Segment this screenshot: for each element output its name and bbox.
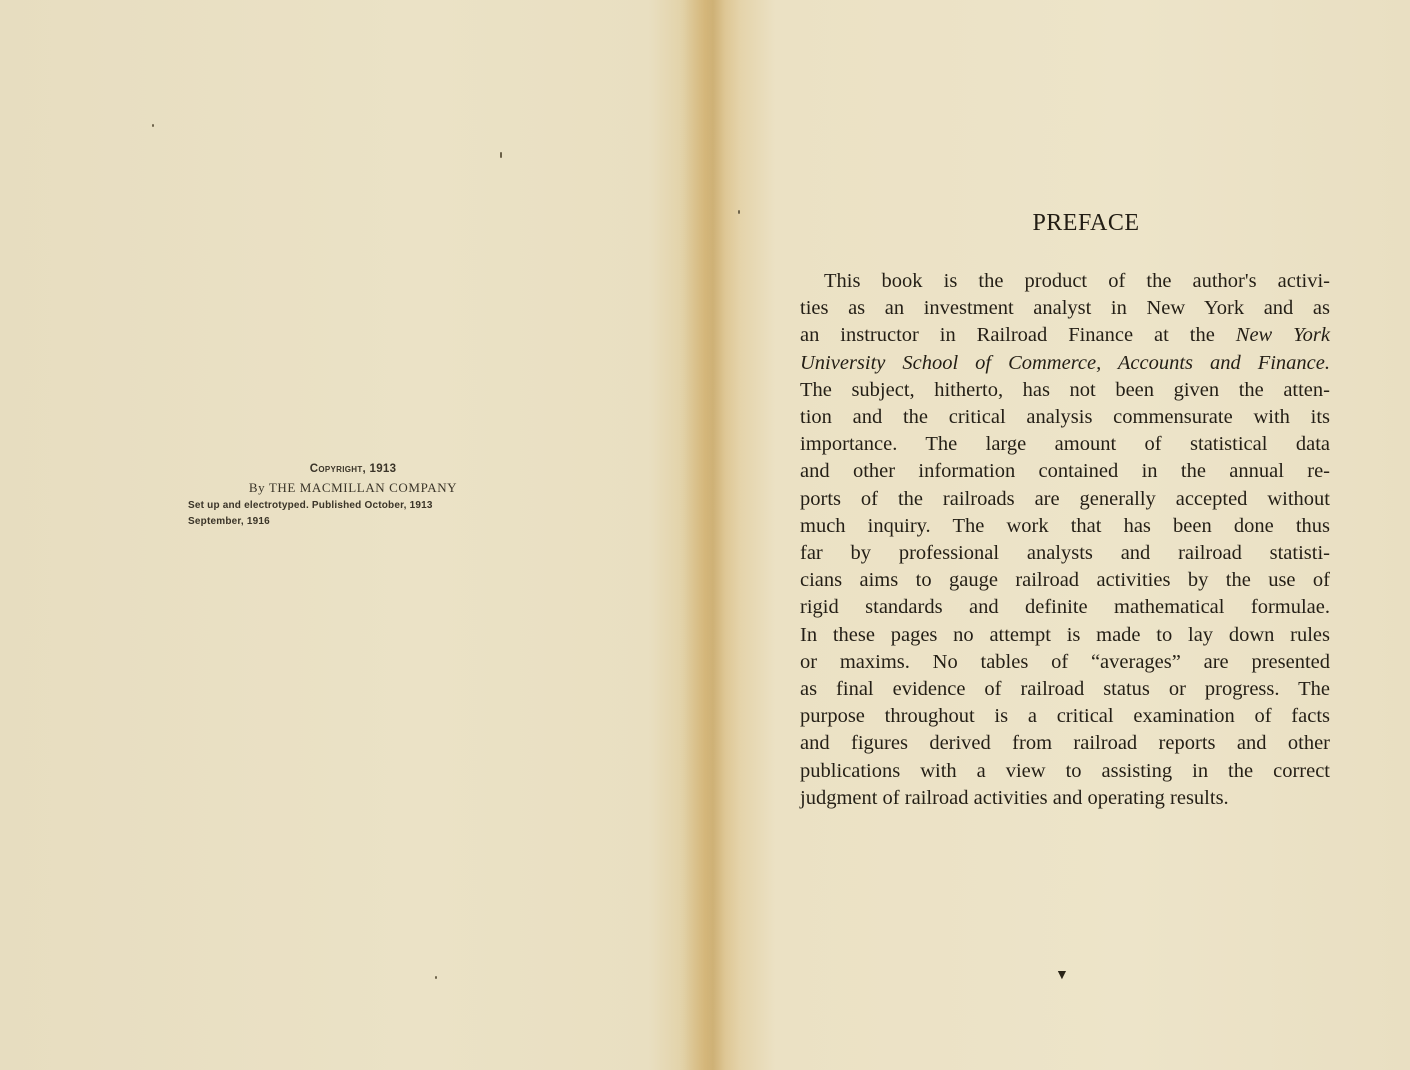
publisher-name: By THE MACMILLAN COMPANY: [248, 480, 458, 495]
page-title: PREFACE: [1032, 210, 1140, 236]
paper-speck: [152, 124, 154, 127]
text-line: The subject, hitherto, has not been given the atten-: [800, 378, 1330, 401]
text-line: and figures derived from railroad reports and other: [800, 732, 1330, 755]
text-line: importance. The large amount of statistical data: [800, 433, 1330, 456]
text-line: This book is the product of the author's activi-: [824, 270, 1330, 292]
text-line: University School of Commerce, Accounts and Finance.: [800, 351, 1330, 374]
italic-institution-name: New York: [1235, 324, 1330, 347]
copyright-notice: Copyright, 1913: [309, 463, 397, 475]
text-line: rigid standards and definite mathematical formulae.: [800, 596, 1330, 619]
text-line: judgment of railroad activities and operating results.: [800, 786, 1229, 809]
page-marker-icon: ▼: [1055, 968, 1069, 983]
preface-paragraph: [800, 268, 1330, 812]
text-line: ties as an investment analyst in New York and as: [800, 297, 1330, 320]
text-line: purpose throughout is a critical examination of facts: [800, 705, 1330, 728]
reprint-date: September, 1916: [188, 516, 270, 527]
text-line: as final evidence of railroad status or progress. The: [800, 678, 1330, 701]
text-line: far by professional analysts and railroad statisti-: [800, 542, 1330, 565]
paper-speck: [435, 976, 437, 979]
text-line: and other information contained in the annual re-: [800, 460, 1330, 483]
paper-speck: [500, 152, 502, 158]
text-line: tion and the critical analysis commensurate with its: [800, 406, 1330, 429]
right-page: [705, 0, 1410, 1070]
text-line: ports of the railroads are generally accepted without: [800, 487, 1330, 510]
text-line: cians aims to gauge railroad activities by the use of: [800, 569, 1330, 592]
publication-history: Set up and electrotyped. Published October, 1913: [188, 500, 433, 511]
text-line: publications with a view to assisting in the correct: [800, 759, 1330, 782]
copyright-block: [188, 460, 518, 530]
text-line: or maxims. No tables of “averages” are presented: [800, 650, 1330, 673]
text-line: an instructor in Railroad Finance at the New York: [800, 324, 1330, 347]
text-line: much inquiry. The work that has been done thus: [800, 514, 1330, 537]
text-line: In these pages no attempt is made to lay down rules: [800, 623, 1330, 646]
